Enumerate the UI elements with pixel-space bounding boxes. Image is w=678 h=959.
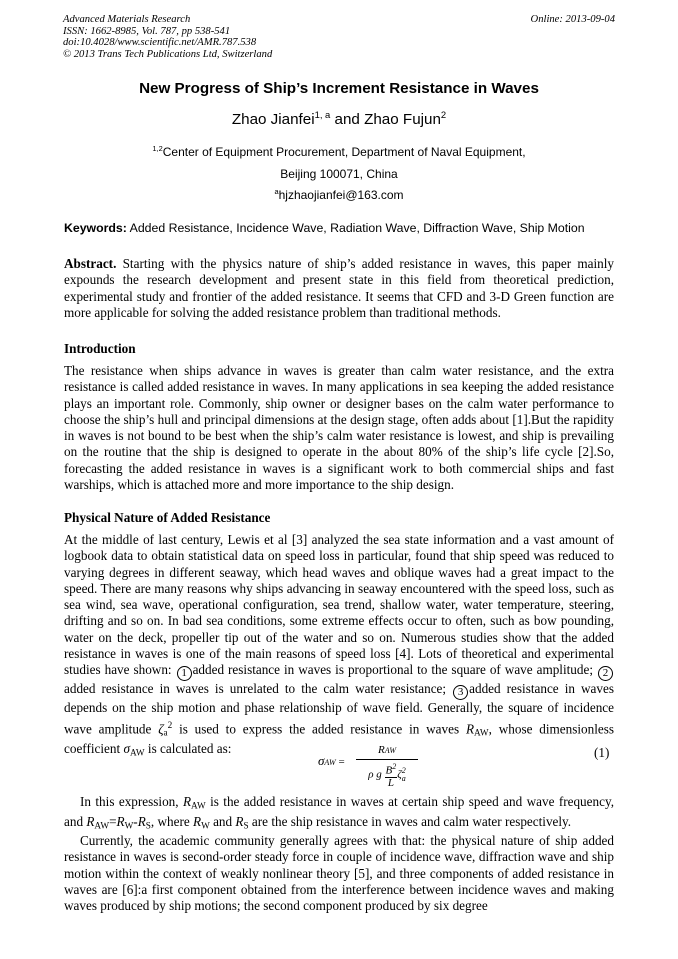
r-aw-symbol: R	[182, 794, 192, 809]
keywords	[64, 221, 624, 235]
sigma-symbol: σ	[123, 740, 130, 756]
r-aw-subscript: AW	[94, 819, 110, 830]
equation-denominator	[356, 760, 418, 789]
abstract-text: Starting with the physics nature of ship’s added resistance in waves, this paper mainly expounds the research development and present state in this field from theoretical prediction, experimental study and frontier of the added resistance. It seems that CFD and 3-D Green function are more applicable for solving the added resistance problem than traditional methods.	[64, 256, 614, 320]
b-symbol: B	[385, 764, 393, 777]
rho-g: ρ g	[368, 768, 385, 781]
author-connector: and	[330, 111, 365, 128]
paper-title: New Progress of Ship’s Increment Resistance in Waves	[139, 80, 539, 97]
zeta-subscript: a	[163, 727, 168, 738]
enumeration-marker-3: 3	[453, 685, 468, 700]
abstract-label: Abstract.	[64, 256, 117, 271]
finding-2-text: added resistance in waves is unrelated to the calm water resistance;	[64, 681, 453, 697]
zeta-superscript: 2	[167, 719, 173, 730]
r-s-symbol: R	[235, 813, 244, 829]
sigma-symbol: σ	[318, 753, 325, 768]
copyright-line: © 2013 Trans Tech Publications Ltd, Switzerland	[63, 48, 273, 60]
equation-numerator	[356, 744, 418, 760]
paragraph-text: is the added resistance in waves at certain ship speed and wave frequency, and	[64, 794, 614, 829]
keywords-label: Keywords:	[64, 221, 127, 235]
b-superscript: 2	[392, 762, 397, 771]
sigma-subscript: AW	[324, 758, 336, 767]
r-w-subscript: W	[201, 819, 210, 830]
affiliation-line-1	[0, 145, 678, 159]
equation-lhs	[318, 753, 345, 769]
r-aw-symbol: R	[86, 813, 95, 829]
r-aw-symbol: R	[465, 721, 474, 737]
finding-1-text: added resistance in waves is proportional to the square of wave amplitude;	[192, 662, 597, 678]
equation-number: (1)	[594, 745, 610, 760]
equals-sign: =	[335, 756, 345, 768]
section-heading-physical-nature: Physical Nature of Added Resistance	[64, 510, 271, 525]
r-s-subscript: S	[243, 819, 249, 830]
email-address[interactable]: hjzhaojianfei@163.com	[278, 188, 404, 202]
r-aw-subscript: AW	[191, 800, 206, 811]
r-symbol: R	[378, 744, 385, 756]
author-2: Zhao Fujun	[364, 111, 441, 128]
author-1: Zhao Jianfei	[231, 111, 315, 128]
paragraph-text: are the ship resistance in waves and calm water respectively.	[248, 813, 572, 829]
online-date: Online: 2013-09-04	[530, 14, 615, 25]
explanation-paragraphs	[64, 794, 614, 915]
affiliation-text: Center of Equipment Procurement, Department of Naval Equipment,	[162, 145, 526, 159]
author-1-affiliation-mark: 1, a	[314, 108, 331, 120]
zeta-symbol: ζ	[397, 768, 402, 781]
sigma-subscript: AW	[129, 746, 145, 757]
author-2-affiliation-mark: 2	[440, 108, 447, 120]
paragraph-text: and	[209, 813, 236, 829]
physical-nature-paragraph	[64, 532, 614, 760]
paragraph-text: is calculated as:	[144, 740, 232, 756]
minus-sign: -	[133, 813, 138, 829]
abstract	[64, 256, 614, 321]
affiliation-mark: 1,2	[152, 144, 163, 153]
zeta-symbol: ζ	[158, 721, 164, 737]
equals-sign: =	[109, 813, 117, 829]
email-line	[0, 188, 678, 202]
author-line	[0, 108, 678, 128]
expression-explanation	[64, 794, 614, 833]
introduction-paragraph: The resistance when ships advance in waves is greater than calm water resistance, and the extra resistance is called added resistance in waves. In many applications in sea keeping the added resistance plays an important role. Commonly, ship owner or designer bases on the calm water performance to choose the ship’s hull and principal dimensions at the design stage, often adds about [1].But the rapidity in waves is not bound to be best when the ship’s calm water resistance is lowest, and ship is prevailing on the routine that the ship is designed to operate in the about 80% of the ship’s life cycle [2].So, forecasting the added resistance in waves is a significant work to both commercial ships and fast warships, which is attached more and more importance to the ship design.	[64, 363, 614, 493]
paragraph-text: , where	[150, 813, 193, 829]
paragraph-text: In this expression,	[80, 794, 183, 809]
r-w-symbol: R	[116, 813, 125, 829]
l-symbol: L	[387, 776, 394, 789]
journal-name: Advanced Materials Research	[63, 14, 191, 25]
r-aw-subscript: AW	[474, 727, 489, 738]
keywords-text: Added Resistance, Incidence Wave, Radiation Wave, Diffraction Wave, Ship Motion	[126, 221, 585, 235]
doi-line[interactable]: doi:10.4028/www.scientific.net/AMR.787.538	[63, 37, 257, 49]
section-heading-introduction: Introduction	[64, 341, 136, 356]
r-s-symbol: R	[137, 813, 146, 829]
r-subscript: AW	[384, 746, 396, 755]
zeta-superscript: 2	[401, 765, 406, 775]
r-s-subscript: S	[145, 819, 151, 830]
finding-3-text: added resistance in waves depends on the ship motion and phase relationship of wave field. Generally, the square of incidence wave amplitude	[64, 681, 614, 737]
physical-nature-consensus-paragraph: Currently, the academic community generally agrees with that: the physical nature of ship added resistance in waves is second-order steady force in couple of incidence wave, diffraction wave and ship motion within the context of weakly nonlinear theory [5], and three components of added resistance in waves are [6]:a first component obtained from the interference between incidence waves and making waves produced by ship motions; the second component produced by six degree	[64, 833, 614, 914]
enumeration-marker-1: 1	[177, 666, 192, 681]
email-mark: a	[274, 187, 279, 196]
r-w-subscript: W	[124, 819, 134, 830]
equation-fraction	[356, 744, 418, 789]
r-w-symbol: R	[193, 813, 202, 829]
paragraph-text: At the middle of last century, Lewis et al [3] analyzed the sea state information and a vast amount of logbook data to obtain statistical data on speed loss in particular, found that ship speed was reduced to varying degrees in different seaway, which head waves and oblique waves had a great impact to the speed. There are many reasons why ships advancing in seaway encountered with the speed loss, such as sea wind, sea wave, operational configuration, sea trend, shallow water, water temperature, steering, drifting and so on. In bad sea conditions, some extreme effects occur to often, such as bow pounding, water on the deck, propeller tip out of the water and so on. Numerous studies show that the added resistance in waves is one of the main reasons of speed loss [4]. Lots of theoretical and experimental studies have shown:	[64, 532, 614, 678]
enumeration-marker-2: 2	[598, 666, 613, 681]
journal-header	[63, 14, 272, 60]
affiliation-line-2: Beijing 100071, China	[280, 167, 398, 181]
paragraph-text: is used to express the added resistance in waves	[172, 721, 466, 737]
zeta-subscript: a	[401, 773, 406, 783]
issn-line: ISSN: 1662-8985, Vol. 787, pp 538-541	[63, 25, 231, 37]
paragraph-text: , whose dimensionless coefficient	[64, 721, 614, 756]
